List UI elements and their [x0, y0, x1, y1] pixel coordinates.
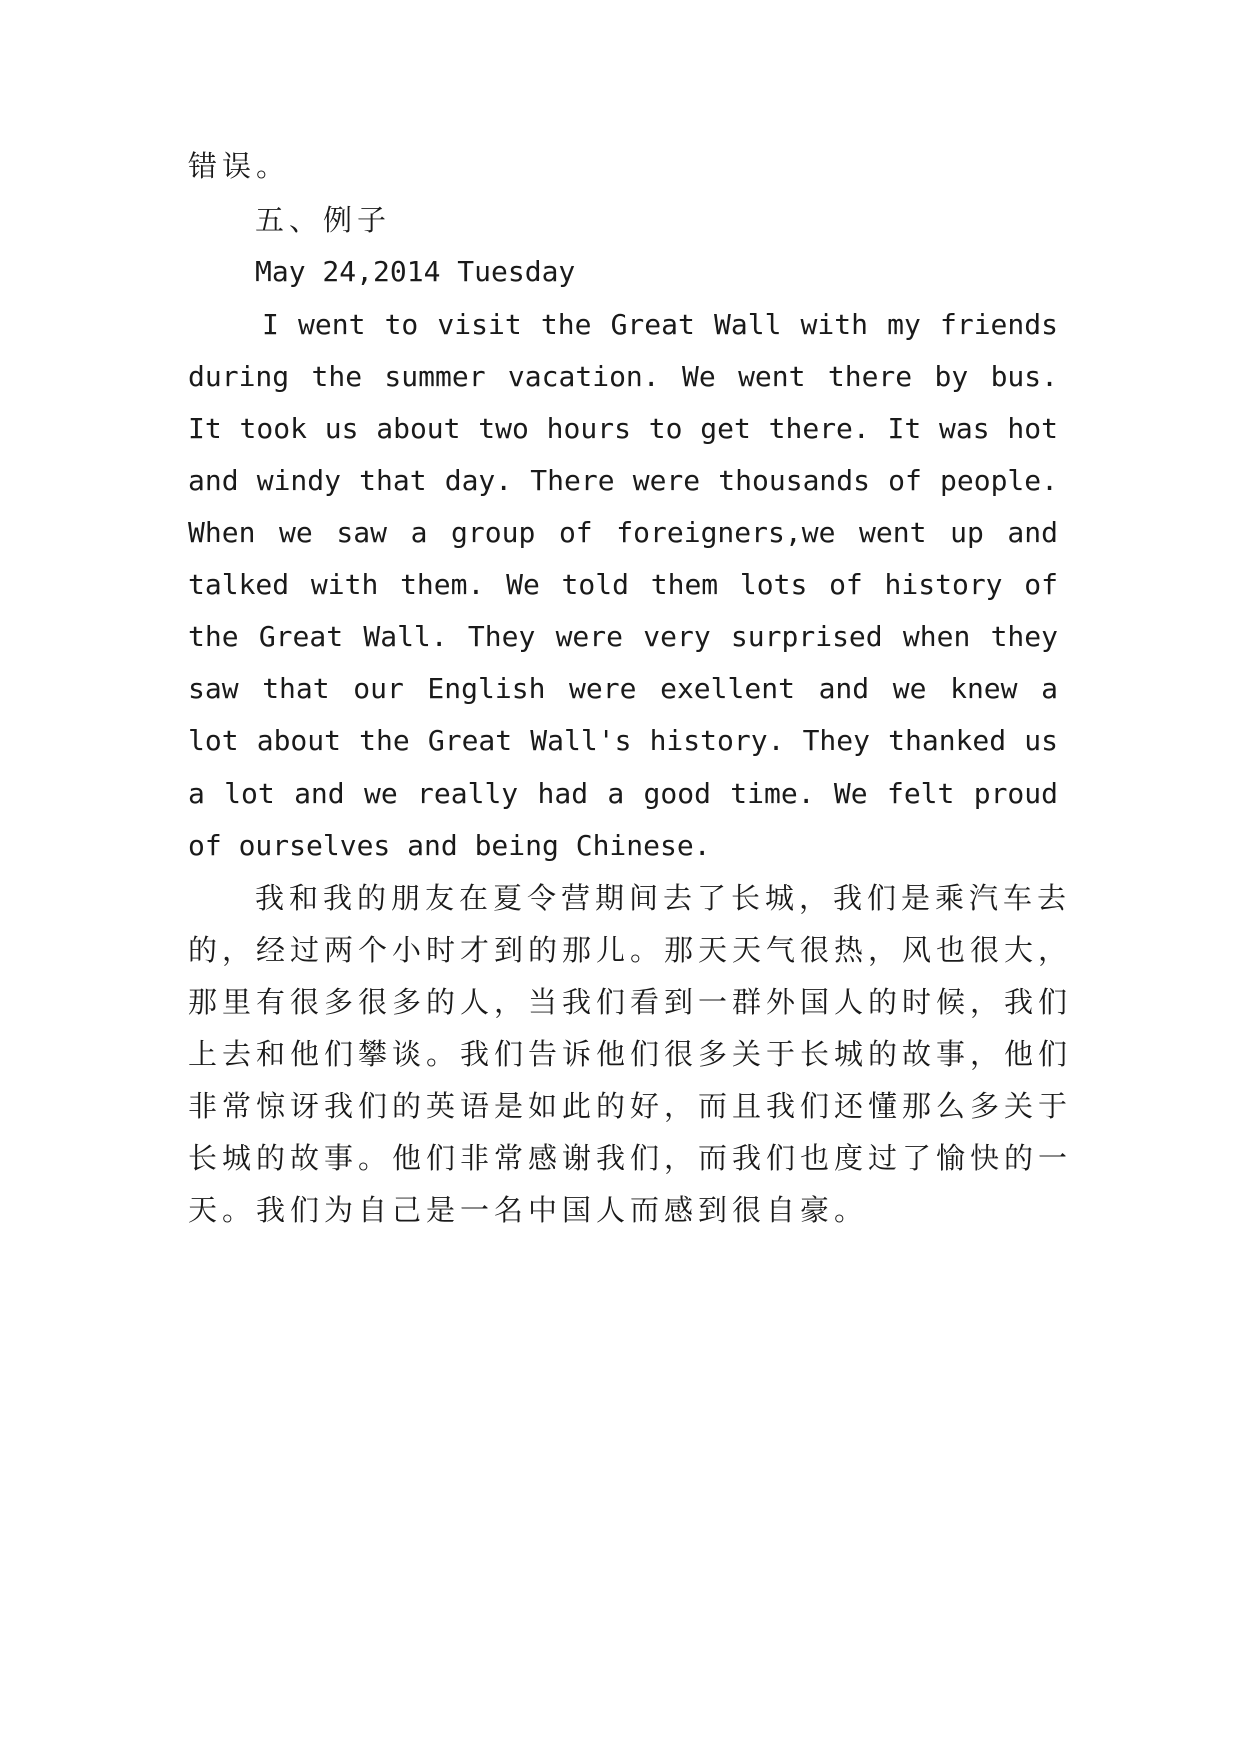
chinese-line: 长城的故事。他们非常感谢我们，而我们也度过了愉快的一	[188, 1141, 1073, 1175]
english-line: saw that our English were exellent and we knew a	[188, 672, 1058, 705]
english-line: I went to visit the Great Wall with my friends	[262, 308, 1058, 341]
chinese-line: 非常惊讶我们的英语是如此的好，而且我们还懂那么多关于	[188, 1089, 1073, 1123]
chinese-line: 我和我的朋友在夏令营期间去了长城，我们是乘汽车去	[255, 881, 1072, 915]
english-line: talked with them. We told them lots of history of	[188, 568, 1058, 601]
english-line: It took us about two hours to get there. It was hot	[188, 412, 1058, 445]
chinese-line: 的，经过两个小时才到的那儿。那天天气很热，风也很大，	[188, 933, 1073, 967]
chinese-line: 天。我们为自己是一名中国人而感到很自豪。	[188, 1193, 869, 1227]
english-line: of ourselves and being Chinese.	[188, 829, 711, 862]
chinese-line: 那里有很多很多的人，当我们看到一群外国人的时候，我们	[188, 985, 1073, 1019]
english-line: a lot and we really had a good time. We felt proud	[188, 777, 1058, 810]
english-line: When we saw a group of foreigners,we went up and	[188, 516, 1058, 549]
english-line: and windy that day. There were thousands of people.	[188, 464, 1058, 497]
chinese-line: 上去和他们攀谈。我们告诉他们很多关于长城的故事，他们	[188, 1037, 1073, 1071]
english-line: the Great Wall. They were very surprised when they	[188, 620, 1058, 653]
section-heading: 五、例子	[255, 203, 392, 237]
english-line: during the summer vacation. We went there by bus.	[188, 360, 1058, 393]
english-line: lot about the Great Wall's history. They thanked us	[188, 724, 1058, 757]
date-line: May 24,2014 Tuesday	[255, 255, 576, 288]
opening-line: 错误。	[188, 149, 291, 183]
